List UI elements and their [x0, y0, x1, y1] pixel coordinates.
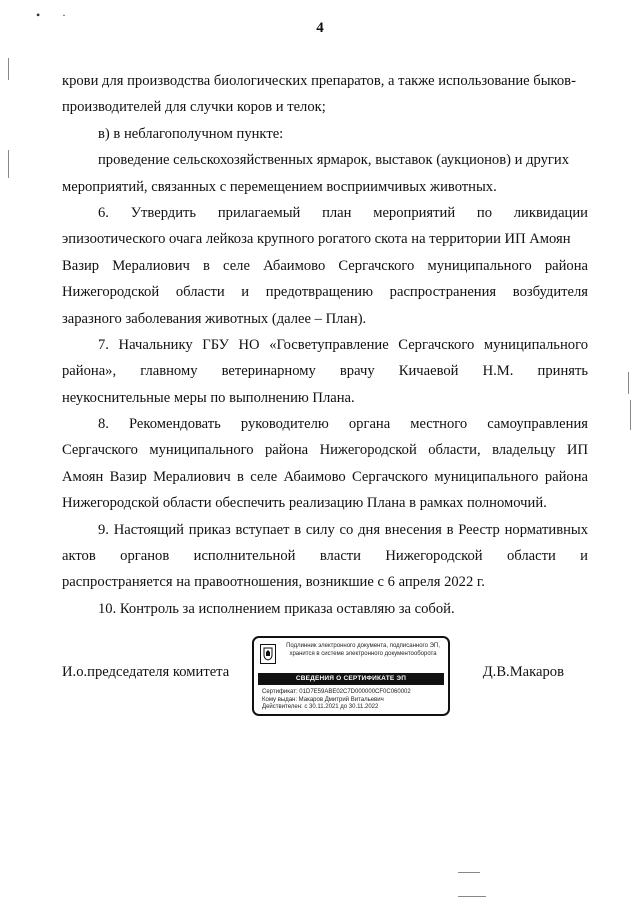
text-line: 10. Контроль за исполнением приказа оставляю за собой.	[98, 600, 455, 617]
stamp-header: СВЕДЕНИЯ О СЕРТИФИКАТЕ ЭП	[258, 673, 444, 685]
certificate-owner: Кому выдан: Макаров Дмитрий Витальевич	[262, 696, 384, 703]
text-line: 6. Утвердить прилагаемый план мероприятий по ликвидации	[98, 204, 588, 221]
text-line: Нижегородской области и предотвращению распространения возбудителя	[62, 284, 588, 301]
text-line: мероприятий, связанных с перемещением восприимчивых животных.	[62, 178, 497, 195]
text-line: проведение сельскохозяйственных ярмарок, выставок (аукционов) и других	[98, 152, 570, 169]
electronic-signature-stamp	[252, 636, 450, 716]
text-line: района», главному ветеринарному врачу Кичаевой Н.М. принять	[62, 363, 588, 380]
text-line: 8. Рекомендовать руководителю органа местного самоуправления	[98, 416, 588, 433]
certificate-details	[262, 689, 442, 712]
text-line: распространяется на правоотношения, возникшие с 6 апреля 2022 г.	[62, 574, 485, 591]
certificate-validity: Действителен: с 30.11.2021 до 30.11.2022	[262, 704, 379, 710]
signatory-title: И.о.председателя комитета	[62, 664, 230, 680]
scan-edge-mark	[458, 896, 486, 897]
certificate-number: Сертификат: 01D7E59ABE02C7D000000CF0C060002	[262, 689, 411, 695]
scan-edge-mark	[8, 58, 9, 80]
text-line: Сергачского муниципального района Нижегородской области, владельцу ИП	[62, 442, 588, 459]
signatory-name: Д.В.Макаров	[482, 664, 564, 680]
text-line: заразного заболевания животных (далее – План).	[62, 310, 367, 327]
text-line: 7. Начальнику ГБУ НО «Госветуправление Сергачского муниципального	[98, 336, 588, 353]
scan-edge-mark	[458, 872, 480, 873]
text-line: Амоян Вазир Мералиович в селе Абаимово Сергачского муниципального района	[62, 468, 588, 485]
text-line: производителей для случки коров и телок;	[62, 99, 326, 116]
scan-edge-mark	[8, 150, 9, 178]
text-line: неукоснительные меры по выполнению Плана.	[62, 389, 355, 406]
text-line: Нижегородской области обеспечить реализацию Плана в рамках полномочий.	[62, 495, 547, 512]
stamp-note: Подлинник электронного документа, подписанного ЭП, хранится в системе электронного документооборота	[286, 643, 440, 657]
text-line: 9. Настоящий приказ вступает в силу со дня внесения в Реестр нормативных	[98, 521, 588, 538]
scan-speck: •	[36, 8, 41, 22]
text-line: крови для производства биологических препаратов, а также использование быков-	[62, 73, 576, 89]
scan-edge-mark	[630, 400, 631, 430]
scan-edge-mark	[628, 372, 629, 394]
scan-speck: ·	[62, 8, 66, 22]
page-number: 4	[316, 20, 324, 36]
coat-of-arms-icon	[260, 644, 276, 664]
text-line: в) в неблагополучном пункте:	[98, 125, 284, 142]
text-line: Вазир Мералиович в селе Абаимово Сергачского муниципального района	[62, 257, 588, 274]
document-body	[62, 68, 588, 622]
text-line: актов органов исполнительной власти Нижегородской области и	[62, 548, 588, 565]
text-line: эпизоотического очага лейкоза крупного рогатого скота на территории ИП Амоян	[62, 231, 571, 248]
